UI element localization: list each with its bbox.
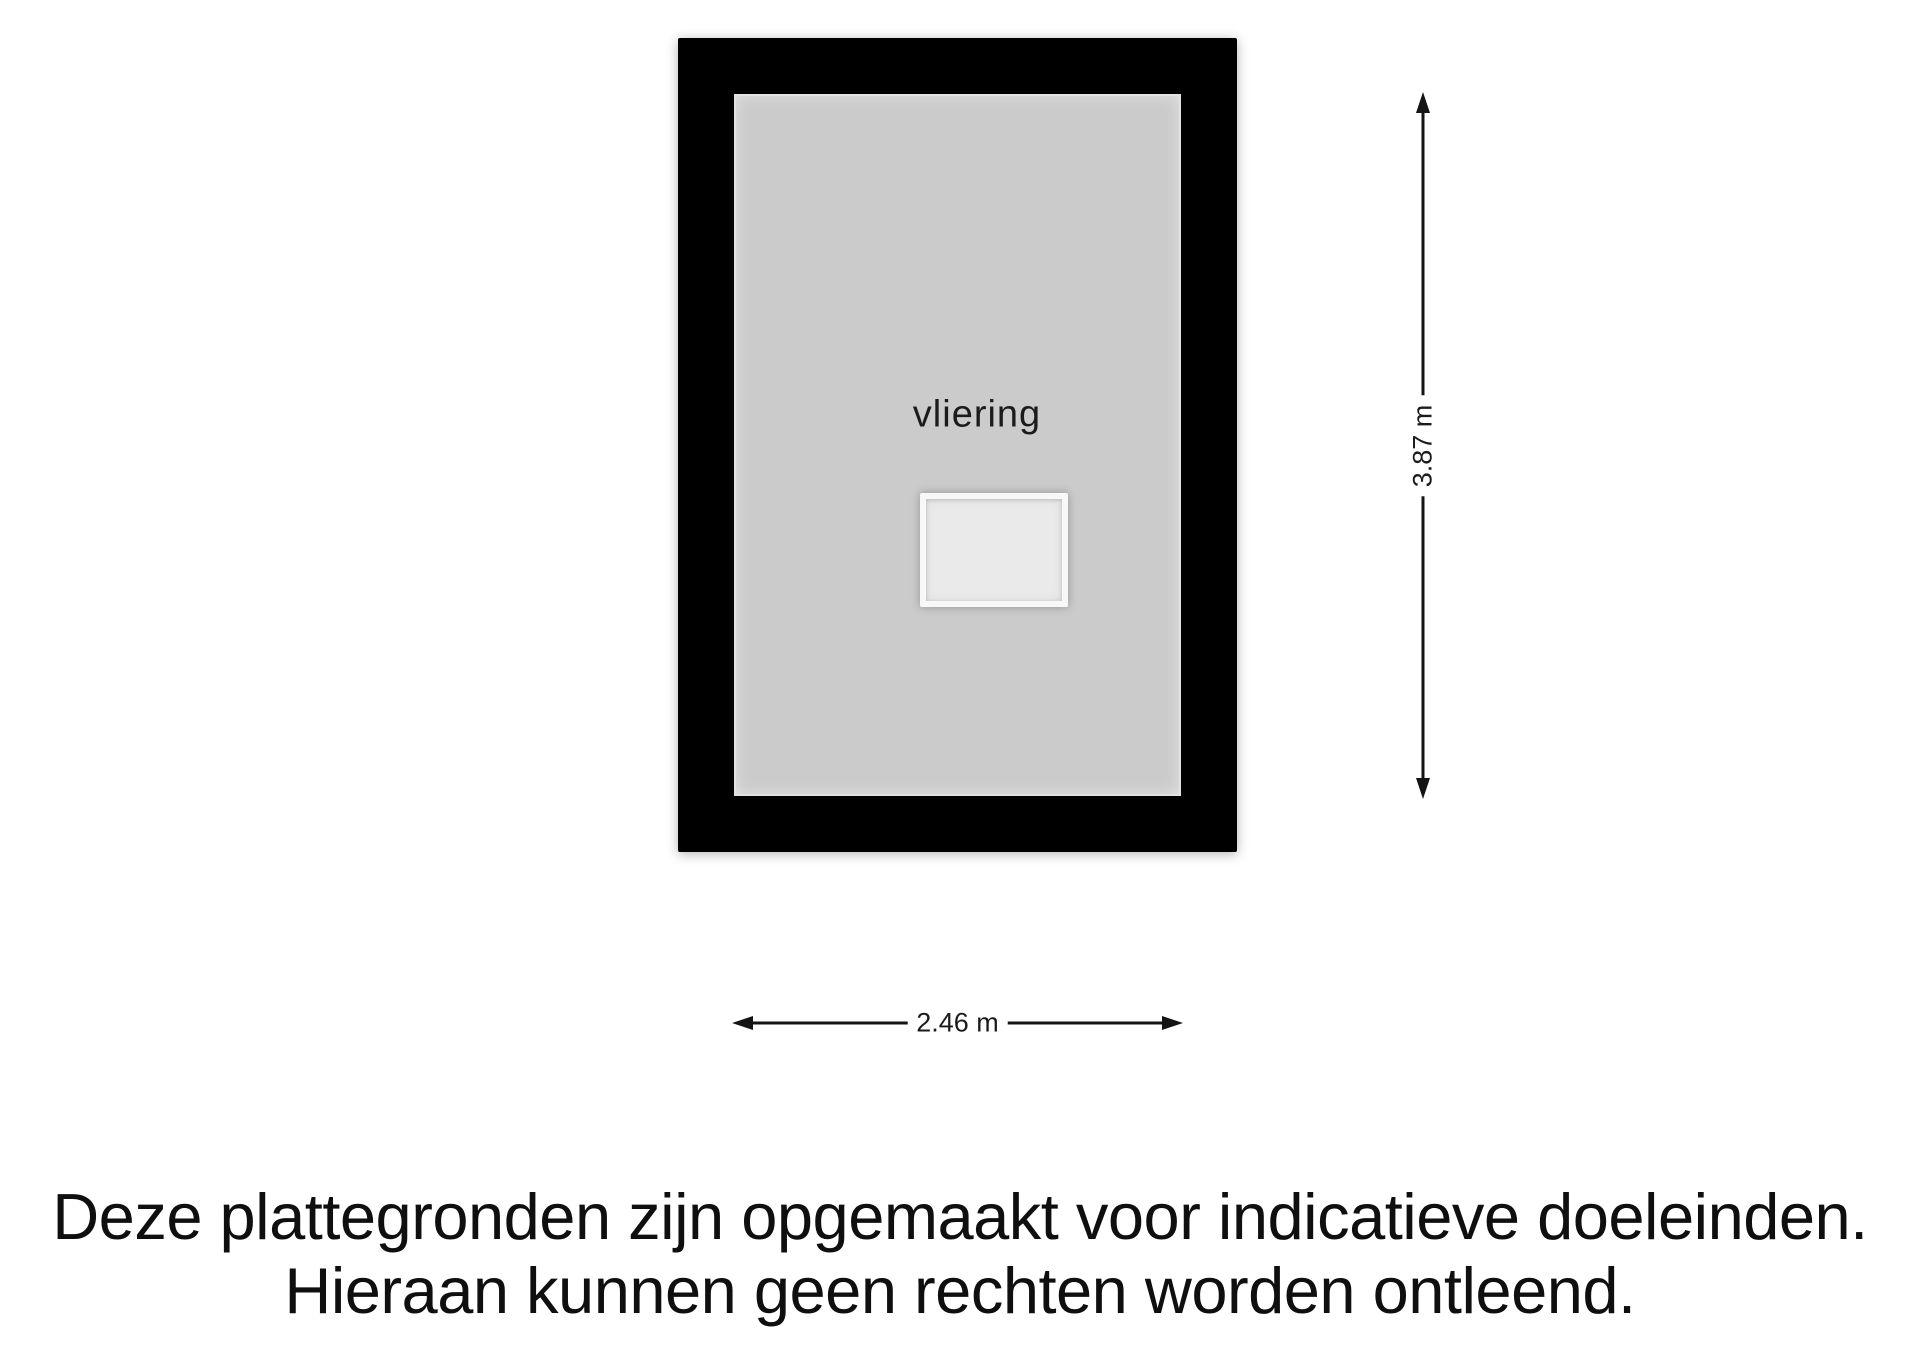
- width-dimension-label: 2.46 m: [907, 1006, 1008, 1041]
- height-dimension-label: 3.87 m: [1406, 395, 1441, 496]
- height-dimension: [1407, 93, 1438, 798]
- arrow-right-icon: [1162, 1016, 1183, 1030]
- attic-floor: [734, 94, 1181, 796]
- attic-hatch-interior: [926, 499, 1062, 601]
- attic-hatch-opening: [920, 493, 1068, 607]
- floorplan-drawing: [678, 38, 1237, 852]
- disclaimer-line-1: Deze plattegronden zijn opgemaakt voor indicatieve doeleinden.: [52, 1180, 1868, 1253]
- arrow-down-icon: [1416, 778, 1430, 799]
- room-label: vliering: [912, 393, 1042, 436]
- width-dimension: [733, 1007, 1182, 1038]
- disclaimer: [0, 1180, 1920, 1328]
- disclaimer-line-2: Hieraan kunnen geen rechten worden ontleend.: [284, 1254, 1636, 1327]
